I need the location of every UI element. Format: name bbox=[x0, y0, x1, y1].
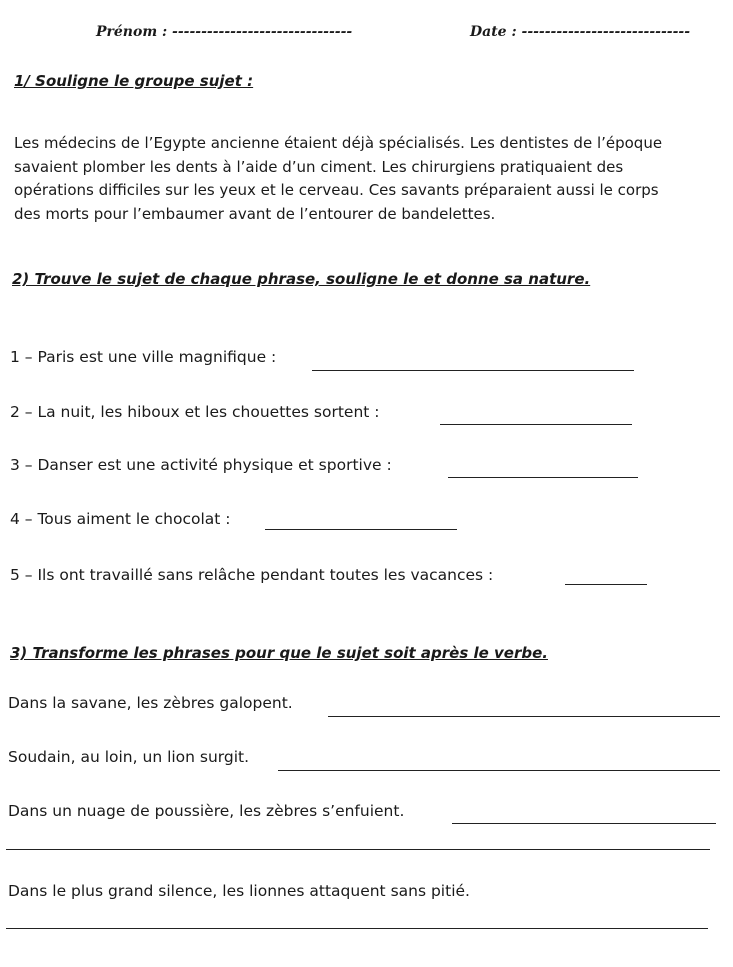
exercise-3-item-1: Dans la savane, les zèbres galopent. bbox=[8, 694, 293, 712]
answer-line[interactable] bbox=[440, 424, 632, 425]
answer-line[interactable] bbox=[448, 477, 638, 478]
answer-line[interactable] bbox=[452, 823, 716, 824]
section-1-title: 1/ Souligne le groupe sujet : bbox=[14, 72, 254, 90]
paragraph-line: Les médecins de l’Egypte ancienne étaient déjà spécialisés. Les dentistes de l’époque bbox=[14, 134, 663, 152]
exercise-3-item-2: Soudain, au loin, un lion surgit. bbox=[8, 748, 250, 766]
section-3-title: 3) Transforme les phrases pour que le sujet soit après le verbe. bbox=[10, 644, 548, 662]
section-1-paragraph bbox=[14, 132, 724, 226]
exercise-3-item-3: Dans un nuage de poussière, les zèbres s’enfuient. bbox=[8, 802, 405, 820]
section-2-title: 2) Trouve le sujet de chaque phrase, souligne le et donne sa nature. bbox=[12, 270, 591, 288]
answer-line[interactable] bbox=[278, 770, 720, 771]
paragraph-line: des morts pour l’embaumer avant de l’entourer de bandelettes. bbox=[14, 204, 496, 223]
answer-line[interactable] bbox=[565, 584, 647, 585]
exercise-2-item-5: 5 – Ils ont travaillé sans relâche pendant toutes les vacances : bbox=[10, 566, 494, 584]
answer-line[interactable] bbox=[265, 529, 457, 530]
exercise-2-item-4: 4 – Tous aiment le chocolat : bbox=[10, 510, 231, 528]
prenom-field-label: Prénom : ------------------------------- bbox=[96, 24, 353, 40]
exercise-3-item-4: Dans le plus grand silence, les lionnes attaquent sans pitié. bbox=[8, 882, 470, 900]
answer-line[interactable] bbox=[328, 716, 720, 717]
exercise-2-item-2: 2 – La nuit, les hiboux et les chouettes sortent : bbox=[10, 403, 380, 421]
answer-line[interactable] bbox=[312, 370, 634, 371]
paragraph-line: savaient plomber les dents à l’aide d’un ciment. Les chirurgiens pratiquaient des bbox=[14, 157, 624, 176]
paragraph-line: opérations difficiles sur les yeux et le cerveau. Ces savants préparaient aussi le corps bbox=[14, 181, 659, 199]
answer-line[interactable] bbox=[6, 928, 708, 929]
answer-line[interactable] bbox=[6, 849, 710, 850]
exercise-2-item-1: 1 – Paris est une ville magnifique : bbox=[10, 348, 277, 366]
exercise-2-item-3: 3 – Danser est une activité physique et sportive : bbox=[10, 456, 392, 474]
date-field-label: Date : ----------------------------- bbox=[470, 24, 691, 40]
